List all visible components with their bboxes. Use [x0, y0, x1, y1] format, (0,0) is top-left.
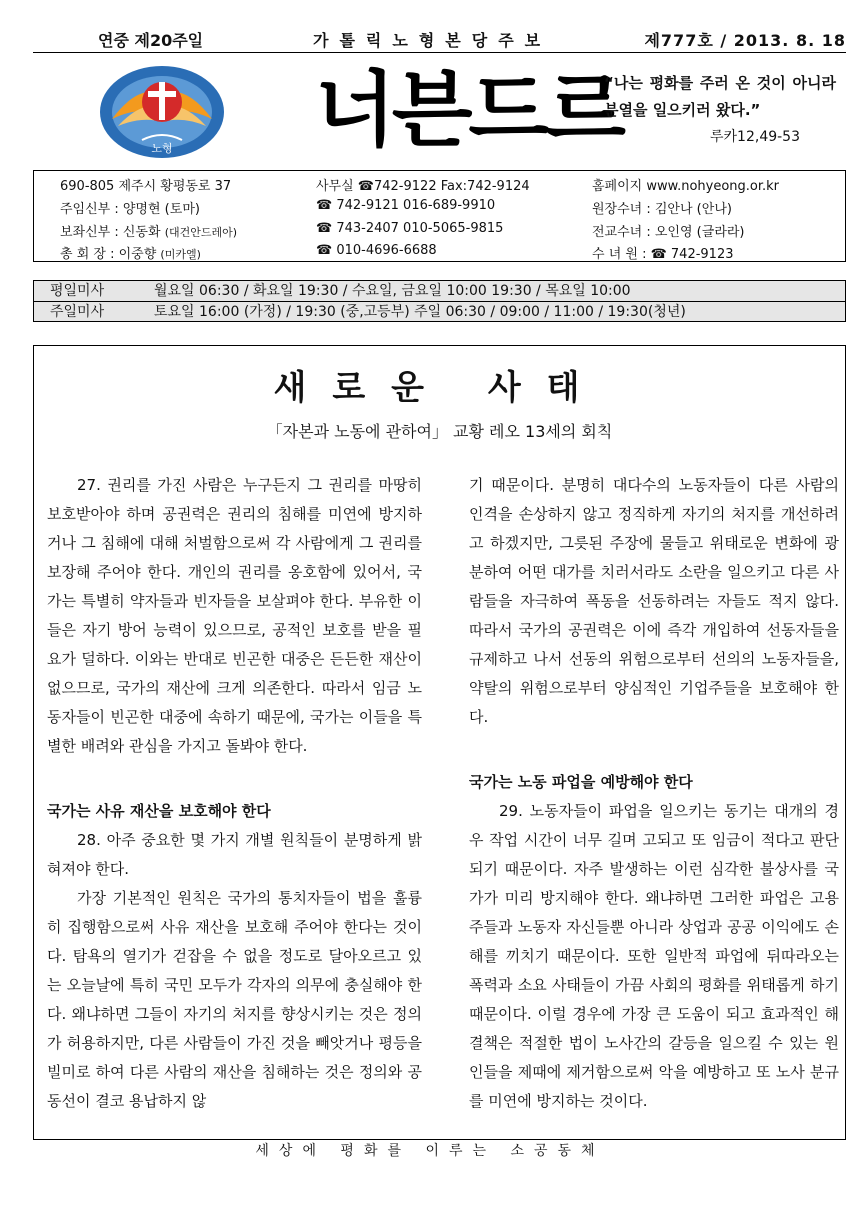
paragraph-28-end: 기 때문이다. 분명히 대다수의 노동자들이 다른 사람의 인격을 손상하지 않고 정직하게 자기의 처지를 개선하려고 하겠지만, 그릇된 주장에 물들고 위태로운 변화에 광분하여 어떤 대가를 치러서라도 소란을 일으키고 다른 사람들을 자극하여 폭동을 선동하려는 자들도 적지 않다. 따라서 국가의 공권력은 이에 즉각 개입하여 선동자들을 규제하고 나서 선동의 위험으로부터 선의의 노동자들을, 약탈의 위험으로부터 양심적인 기업주들을 보호해야 한다. — [469, 476, 839, 726]
office-contact: 사무실 ☎742-9122 Fax:742-9124 — [316, 179, 530, 194]
mission-sister: 전교수녀 : 오인영 (글라라) — [592, 225, 745, 240]
paragraph-28-continued: 가장 기본적인 원칙은 국가의 통치자들이 법을 훌륭히 집행함으로써 사유 재산을 보호해 주어야 한다는 것이다. 탐욕의 열기가 걷잡을 수 없을 정도로 달아오르고 있는 오늘날에 특히 국민 모두가 각자의 의무에 충실해야 한다. 왜냐하면 그들이 자기의 처지를 향상시키는 것은 정의가 허용하지만, 다른 사람들이 가진 것을 빼앗거나 평등을 빌미로 하여 다른 사람의 재산을 침해하는 것은 정의와 공동선이 결코 용납하지 않 — [47, 889, 422, 1110]
organization-name: 가톨릭노형본당주보 — [313, 31, 552, 50]
svg-text:노형: 노형 — [151, 142, 173, 155]
council-phone: ☎ 010-4696-6688 — [316, 243, 437, 258]
gospel-reference: 루카12,49-53 — [710, 129, 800, 145]
weekday-mass-row — [34, 281, 845, 301]
sunday-mass-row — [34, 301, 845, 321]
footer-slogan: 세상에 평화를 이루는 소공동체 — [255, 1143, 605, 1159]
pastor-phone: ☎ 742-9121 016-689-9910 — [316, 198, 496, 213]
weekday-mass-times: 월요일 06:30 / 화요일 19:30 / 수요일, 금요일 10:00 19:30 / 목요일 10:00 — [154, 283, 631, 299]
council-president: 총 회 장 : 이중향 (미카엘) — [60, 247, 201, 262]
sunday-mass-label: 주일미사 — [50, 304, 105, 320]
liturgical-week: 연중 제20주일 — [98, 31, 204, 50]
mass-schedule — [33, 280, 846, 322]
paragraph-28: 28. 아주 중요한 몇 가지 개별 원칙들이 분명하게 밝혀져야 한다. — [47, 831, 422, 878]
section-heading-strike: 국가는 노동 파업을 예방해야 한다 — [469, 773, 693, 791]
header-divider — [33, 52, 846, 53]
homepage-link[interactable]: 홈페이지 www.nohyeong.or.kr — [592, 179, 780, 194]
pastor: 주임신부 : 양명현 (토마) — [60, 202, 200, 217]
parish-logo — [98, 64, 226, 160]
issue-date: 제777호 / 2013. 8. 18 — [644, 31, 846, 50]
convent-phone: 수 녀 원 : ☎ 742-9123 — [592, 247, 734, 262]
paragraph-29: 29. 노동자들이 파업을 일으키는 동기는 대개의 경우 작업 시간이 너무 길며 고되고 또 임금이 적다고 판단되기 때문이다. 자주 발생하는 이런 심각한 불상사를 국가가 미리 방지해야 한다. 왜냐하면 그러한 파업은 고용주들과 노동자 자신들뿐 아니라 상업과 공공 이익에도 손해를 끼치기 때문이다. 또한 일반적 파업에 뒤따라오는 폭력과 소요 사태들이 가끔 사회의 평화를 위태롭게 하기 때문이다. 이럴 경우에 가장 큰 도움이 되고 효과적인 해결책은 적절한 법이 노사간의 갈등을 일으킬 수 있는 원인들을 제때에 제거함으로써 악을 예방하고 또 노사 분규를 미연에 방지하는 것이다. — [469, 802, 839, 1110]
weekday-mass-label: 평일미사 — [50, 283, 105, 299]
assistant-phone: ☎ 743-2407 010-5065-9815 — [316, 221, 504, 236]
gospel-quote: “나는 평화를 주러 온 것이 아니라 분열을 일으키러 왔다.” — [604, 74, 836, 119]
assistant-priest: 보좌신부 : 신동화 (대건안드레아) — [60, 225, 238, 240]
logo-emblem-icon — [98, 64, 226, 160]
article-title: 새로운 사태 — [273, 368, 606, 408]
section-heading-property: 국가는 사유 재산을 보호해야 한다 — [47, 802, 271, 820]
masthead-title: 너븐드르 — [314, 63, 622, 158]
head-sister: 원장수녀 : 김안나 (안나) — [592, 202, 732, 217]
article-box — [33, 345, 846, 1140]
article-left-column — [47, 471, 422, 1116]
article-right-column — [469, 471, 839, 1116]
article-subtitle: 「자본과 노동에 관하여」 교황 레오 13세의 회칙 — [266, 422, 613, 441]
parish-info-box — [33, 170, 846, 262]
paragraph-27: 27. 권리를 가진 사람은 누구든지 그 권리를 마땅히 보호받아야 하며 공권력은 권리의 침해를 미연에 방지하거나 그 침해에 대해 처벌함으로써 각 사람에게 그 권리를 보장해 주어야 한다. 개인의 권리를 옹호함에 있어서, 국가는 특별히 약자들과 빈자들을 보살펴야 한다. 부유한 이들은 자기 방어 능력이 있으므로, 공적인 보호를 받을 필요가 덜하다. 이와는 반대로 빈곤한 대중은 든든한 재산이 없으므로, 국가의 재산에 크게 의존한다. 따라서 임금 노동자들이 빈곤한 대중에 속하기 때문에, 국가는 이들을 특별한 배려와 관심을 가지고 돌봐야 한다. — [47, 476, 422, 755]
sunday-mass-times: 토요일 16:00 (가정) / 19:30 (중,고등부) 주일 06:30 / 09:00 / 11:00 / 19:30(청년) — [154, 304, 686, 320]
address: 690-805 제주시 황평동로 37 — [60, 179, 232, 194]
header-line — [33, 28, 846, 52]
